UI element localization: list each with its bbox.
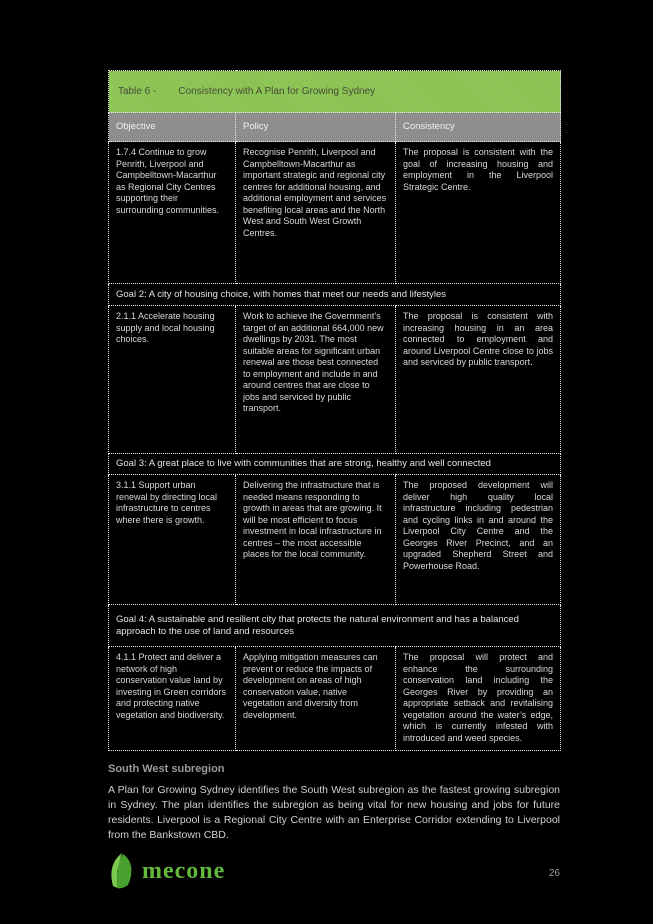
goal-band [109, 284, 561, 306]
cell-policy: Applying mitigation measures can prevent or reduce the impacts of development on areas of high conservation value, native vegetation and diversity from development. [236, 647, 396, 751]
table-row [109, 475, 561, 605]
cell-policy: Delivering the infrastructure that is needed means responding to growth in areas that are growing. It will be most efficient to focus investment in local infrastructure in centres – the most accessible places for the local community. [236, 475, 396, 605]
table-title-bar [109, 71, 561, 113]
cell-consistency: The proposal is consistent with increasing housing in an area connected to employment and around Liverpool Centre close to jobs and serviced by public transport. [396, 306, 561, 454]
page-number: 26 [548, 868, 560, 879]
cell-policy: Work to achieve the Government’s target of an additional 664,000 new dwellings by 2031. The most suitable areas for significant urban renewal are those best connected to employment and include in and around centres that are close to jobs and serviced by public transport. [236, 306, 396, 454]
table-header-row [109, 113, 561, 142]
mecone-logo [108, 852, 225, 890]
table-row [109, 647, 561, 751]
table-title-text: Consistency with A Plan for Growing Sydney [178, 85, 376, 97]
cell-consistency: The proposal will protect and enhance the surrounding conservation land including the Georges River by providing an appropriate setback and revitalising vegetation around the water’s edge, which is currently infested with introduced and weed species. [396, 647, 561, 751]
column-header-objective: Objective [109, 113, 236, 142]
cell-objective: 3.1.1 Support urban renewal by directing local infrastructure to centres where there is growth. [109, 475, 236, 605]
cell-consistency: The proposed development will deliver high quality local infrastructure including pedestrian and cycling links in and around the Liverpool City Centre and the Georges River Precinct, and an upgraded Shepherd Street and Powerhouse Road. [396, 475, 561, 605]
brand-wordmark: mecone [142, 857, 226, 884]
leaf-icon [108, 852, 134, 890]
table-row [109, 306, 561, 454]
goal-band-text: Goal 2: A city of housing choice, with homes that meet our needs and lifestyles [109, 284, 561, 306]
consistency-table [108, 70, 561, 751]
section-heading: South West subregion [108, 763, 225, 775]
cell-objective: 4.1.1 Protect and deliver a network of high conservation value land by investing in Green corridors and protecting native vegetation and biodiversity. [109, 647, 236, 751]
page-footer [108, 852, 560, 896]
table-title [109, 71, 561, 113]
goal-band-text: Goal 4: A sustainable and resilient city that protects the natural environment and has a balanced approach to the use of land and resources [109, 605, 561, 647]
goal-band [109, 454, 561, 475]
goal-band [109, 605, 561, 647]
cell-objective: 1.7.4 Continue to grow Penrith, Liverpool and Campbelltown-Macarthur as Regional City Centres supporting their surrounding communities. [109, 142, 236, 284]
cell-consistency: The proposal is consistent with the goal of increasing housing and employment in the Liverpool Strategic Centre. [396, 142, 561, 284]
cell-policy: Recognise Penrith, Liverpool and Campbelltown-Macarthur as important strategic and regional city centres for additional housing, and additional employment and services benefiting local areas and the North West and South West Growth Centres. [236, 142, 396, 284]
table-row [109, 142, 561, 284]
column-header-consistency: Consistency [396, 113, 561, 142]
document-page [108, 70, 560, 843]
goal-band-text: Goal 3: A great place to live with communities that are strong, healthy and well connected [109, 454, 561, 475]
column-header-policy: Policy [236, 113, 396, 142]
cell-objective: 2.1.1 Accelerate housing supply and local housing choices. [109, 306, 236, 454]
body-paragraph: A Plan for Growing Sydney identifies the South West subregion as the fastest growing subregion in Sydney. The plan identifies the subregion as being vital for new housing and jobs for future residents. Liverpool is a Regional City Centre with an Enterprise Corridor extending to Liverpool from the Bankstown CBD. [108, 784, 560, 841]
table-number-label: Table 6 - [118, 85, 157, 97]
